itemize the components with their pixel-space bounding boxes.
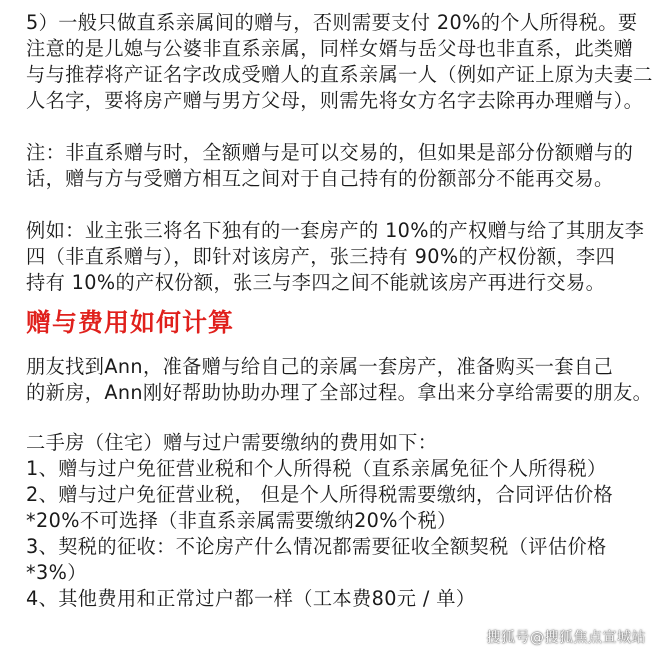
text-line: 例如：业主张三将名下独有的一套房产的 10%的产权赠与给了其朋友李 [26,219,645,242]
paragraph-note [26,140,646,192]
text-line: 的新房，Ann刚好帮助协助办理了全部过程。拿出来分享给需要的朋友。 [26,381,653,404]
text-line: 持有 10%的产权份额，张三与李四之间不能就该房产再进行交易。 [26,271,606,294]
text-line: 朋友找到Ann，准备赠与给自己的亲属一套房产，准备购买一套自己 [26,355,614,378]
list-item: 2、赠与过户免征营业税， 但是个人所得税需要缴纳，合同评估价格 [26,483,614,506]
fee-list [26,430,646,612]
spacer [26,406,646,430]
list-item: 3、契税的征收：不论房产什么情况都需要征收全额契税（评估价格 [26,535,607,558]
spacer [26,114,646,140]
text-line: 注：非直系赠与时，全额赠与是可以交易的，但如果是部分份额赠与的 [26,141,634,164]
list-item: 二手房（住宅）赠与过户需要缴纳的费用如下： [26,431,438,454]
section-heading: 赠与费用如何计算 [26,308,235,337]
list-item: *20%不可选择（非直系亲属需要缴纳20%个税） [26,509,457,532]
text-line: 话，赠与方与受赠方相互之间对于自己持有的份额部分不能再交易。 [26,167,614,190]
list-item: 4、其他费用和正常过户都一样（工本费80元 / 单） [26,587,476,610]
paragraph-example [26,218,646,296]
watermark: 搜狐号@搜狐焦点宣城站 [486,630,646,646]
text-line: 人名字，要将房产赠与男方父母，则需先将女方名字去除再办理赠与）。 [26,89,644,112]
text-line: 5）一般只做直系亲属间的赠与，否则需要支付 20%的个人所得税。要 [26,11,638,34]
text-line: 四（非直系赠与），即针对该房产，张三持有 90%的产权份额，李四 [26,245,616,268]
text-line: 与与推荐将产证名字改成受赠人的直系亲属一人（例如产证上原为夫妻二 [26,63,653,86]
paragraph-gift-scope [26,10,653,114]
list-item: 1、赠与过户免征营业税和个人所得税（直系亲属免征个人所得税） [26,457,607,480]
spacer [26,192,646,218]
list-item: *3%） [26,561,87,584]
article-body [26,10,653,612]
text-line: 注意的是儿媳与公婆非直系亲属，同样女婿与岳父母也非直系，此类赠 [26,37,634,60]
paragraph-intro [26,354,653,406]
